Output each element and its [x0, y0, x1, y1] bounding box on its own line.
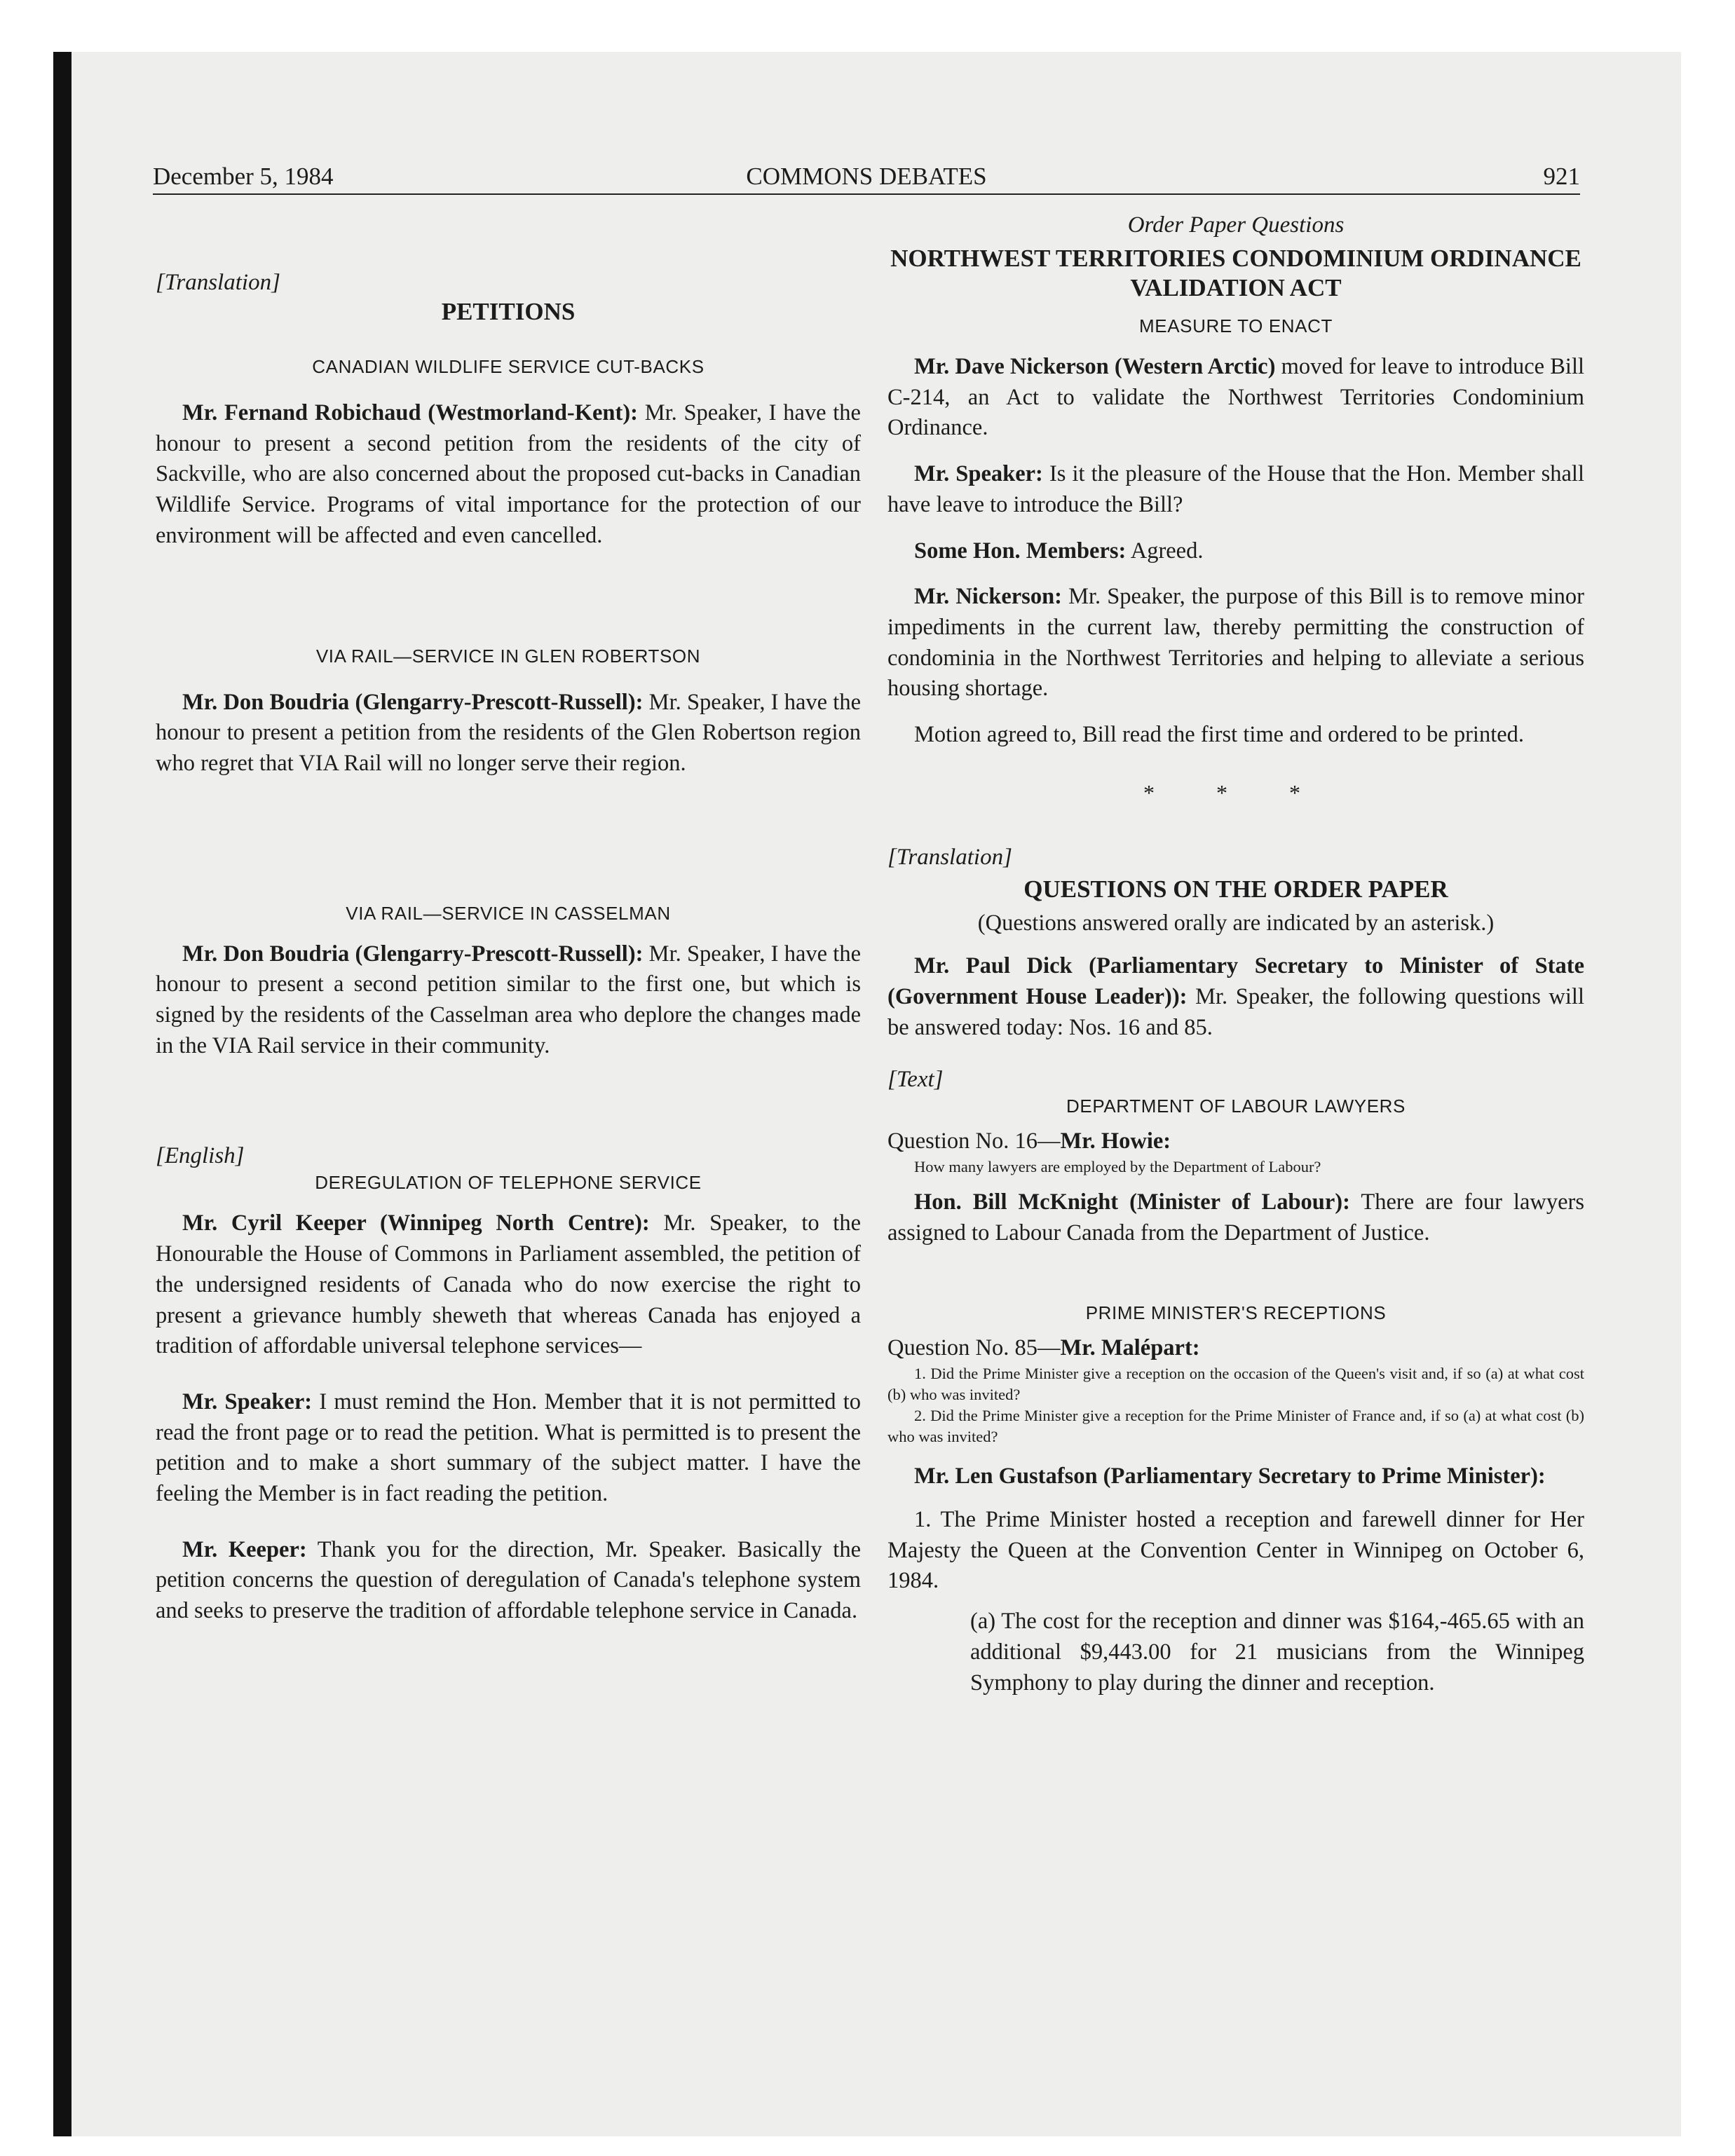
speaker-name: Mr. Speaker: [914, 461, 1043, 487]
questions-note: (Questions answered orally are indicated by an asterisk.) [977, 910, 1495, 936]
question-16-text: How many lawyers are employed by the Department of Labour? [914, 1158, 1321, 1176]
paragraph-text: I must remind the Hon. Member that it is not permitted to read the front page or to read the petition. What is permitted is to present the petition and to make a short summary of the subject matter. I have the feeling the Member is in fact reading the petition. [156, 1389, 861, 1507]
act-subheading: MEASURE TO ENACT [1139, 315, 1333, 336]
running-head: Order Paper Questions [1127, 212, 1345, 238]
speaker-name: Mr. Don Boudria (Glengarry-Prescott-Russell): [182, 941, 644, 967]
question-16 [887, 1126, 1584, 1157]
paragraph-text: Mr. Speaker, to the Honourable the House of Commons in Parliament assembled, the petition of the undersigned residents of Canada who do now exercise the right to present a grievance humbly sheweth that whereas Canada has enjoyed a tradition of affordable universal telephone services— [156, 1210, 862, 1359]
right-column [887, 210, 1584, 1698]
question-85 [887, 1333, 1584, 1364]
paragraph-speaker-leave [887, 459, 1584, 520]
paragraph-keeper-2 [156, 1535, 861, 1627]
speaker-name: Mr. Fernand Robichaud (Westmorland-Kent): [182, 400, 638, 425]
question-asker: Mr. Howie: [1060, 1128, 1171, 1154]
translation-tag: [Translation] [887, 844, 1012, 870]
questions-heading: QUESTIONS ON THE ORDER PAPER [1023, 875, 1448, 903]
english-tag: [English] [156, 1143, 245, 1169]
paragraph-text: Mr. Speaker, I have the honour to present a second petition from the residents of the city of Sackville, who are also concerned about the proposed cut-backs in Canadian Wildlife Service. Programs of vital importance for the protection of our environment will be affected and even cancelled. [156, 400, 861, 548]
question-asker: Mr. Malépart: [1060, 1335, 1200, 1360]
header-page-number: 921 [1543, 163, 1580, 190]
paragraph-robichaud [156, 398, 861, 552]
speaker-name: Mr. Dave Nickerson (Western Arctic) [914, 354, 1276, 379]
left-column [156, 210, 861, 1627]
subheading-wildlife: CANADIAN WILDLIFE SERVICE CUT-BACKS [312, 356, 705, 377]
subheading-labour-lawyers: DEPARTMENT OF LABOUR LAWYERS [1066, 1095, 1406, 1117]
paragraph-text: Agreed. [1130, 538, 1204, 564]
paragraph-agreed [887, 536, 1584, 567]
subheading-pm-receptions: PRIME MINISTER'S RECEPTIONS [1085, 1302, 1387, 1323]
paragraph-dick [887, 951, 1584, 1043]
question-label: Question No. 85— [887, 1335, 1061, 1360]
subheading-telephone: DEREGULATION OF TELEPHONE SERVICE [315, 1172, 702, 1194]
translation-tag: [Translation] [156, 270, 280, 295]
paragraph-text: There are four lawyers assigned to Labour Canada from the Department of Justice. [887, 1189, 1584, 1246]
question-label: Question No. 16— [887, 1128, 1061, 1154]
paragraph-text: Mr. Speaker, the purpose of this Bill is to remove minor impediments in the current law, thereby permitting the construction of condominia in the Northwest Territories and helping to alleviate a serious housing shortage. [887, 584, 1584, 702]
paragraph-text: Is it the pleasure of the House that the Hon. Member shall have leave to introduce the Bill? [887, 461, 1584, 517]
paragraph-text: Mr. Speaker, I have the honour to present a petition from the residents of the Glen Robertson region who regret that VIA Rail will no longer serve their region. [156, 689, 861, 776]
speaker-gustafson: Mr. Len Gustafson (Parliamentary Secretary to Prime Minister): [914, 1464, 1546, 1489]
paragraph-speaker [156, 1387, 861, 1510]
speaker-name: Mr. Speaker: [182, 1389, 313, 1414]
paragraph-text: Thank you for the direction, Mr. Speaker. Basically the petition concerns the question of deregulation of Canada's telephone system and seeks to preserve the tradition of affordable telephone service in Canada. [156, 1536, 862, 1624]
paragraph-text: Mr. Speaker, the following questions will be answered today: Nos. 16 and 85. [887, 984, 1584, 1040]
speaker-name: Mr. Cyril Keeper (Winnipeg North Centre): [182, 1210, 650, 1236]
text-tag: [Text] [887, 1066, 944, 1092]
paragraph-nickerson-2 [887, 582, 1584, 704]
paragraph-motion: Motion agreed to, Bill read the first time and ordered to be printed. [914, 722, 1525, 748]
subheading-glen-robertson: VIA RAIL—SERVICE IN GLEN ROBERTSON [315, 645, 701, 667]
header-title: COMMONS DEBATES [746, 163, 987, 190]
speaker-name: Mr. Keeper: [182, 1536, 307, 1562]
paragraph-mcknight [887, 1187, 1584, 1248]
speaker-name: Hon. Bill McKnight (Minister of Labour): [914, 1189, 1350, 1215]
petitions-heading: PETITIONS [441, 298, 576, 325]
speaker-name: Some Hon. Members: [914, 538, 1127, 564]
answer-85-item-1: 1. The Prime Minister hosted a reception and farewell dinner for Her Majesty the Queen at the Convention Center in Winnipeg on October 6, 1984. [887, 1507, 1584, 1594]
question-85-item-1: 1. Did the Prime Minister give a reception on the occasion of the Queen's visit and, if so (a) at what cost (b) who was invited? [887, 1365, 1584, 1404]
subheading-casselman: VIA RAIL—SERVICE IN CASSELMAN [346, 902, 671, 924]
speaker-name: Mr. Paul Dick (Parliamentary Secretary to Minister of State (Government House Leader)): [887, 953, 1584, 1010]
act-heading: NORTHWEST TERRITORIES CONDOMINIUM ORDINANCE VALIDATION ACT [890, 245, 1581, 301]
speaker-name: Mr. Don Boudria (Glengarry-Prescott-Russell): [182, 689, 644, 715]
speaker-name: Mr. Nickerson: [914, 584, 1062, 610]
paragraph-text: moved for leave to introduce Bill C-214, an Act to validate the Northwest Territories Condominium Ordinance. [887, 354, 1585, 441]
paragraph-keeper-1 [156, 1208, 861, 1362]
header-date: December 5, 1984 [153, 163, 334, 190]
paragraph-text: Mr. Speaker, I have the honour to present a second petition similar to the first one, but which is signed by the residents of the Casselman area who deplore the changes made in the VIA Rail service in their community. [156, 941, 861, 1058]
paragraph-boudria-1 [156, 688, 861, 779]
question-85-item-2: 2. Did the Prime Minister give a reception for the Prime Minister of France and, if so (a) at what cost (b) who was invited? [887, 1407, 1584, 1446]
page-header [153, 156, 1580, 195]
answer-85-item-1a: (a) The cost for the reception and dinner was $164,-465.65 with an additional $9,443.00 for 21 musicians from the Winnipeg Symphony to play during the dinner and reception. [970, 1609, 1584, 1696]
paragraph-nickerson-1 [887, 352, 1584, 444]
paragraph-boudria-2 [156, 939, 861, 1062]
section-separator: * * * [1143, 779, 1328, 805]
